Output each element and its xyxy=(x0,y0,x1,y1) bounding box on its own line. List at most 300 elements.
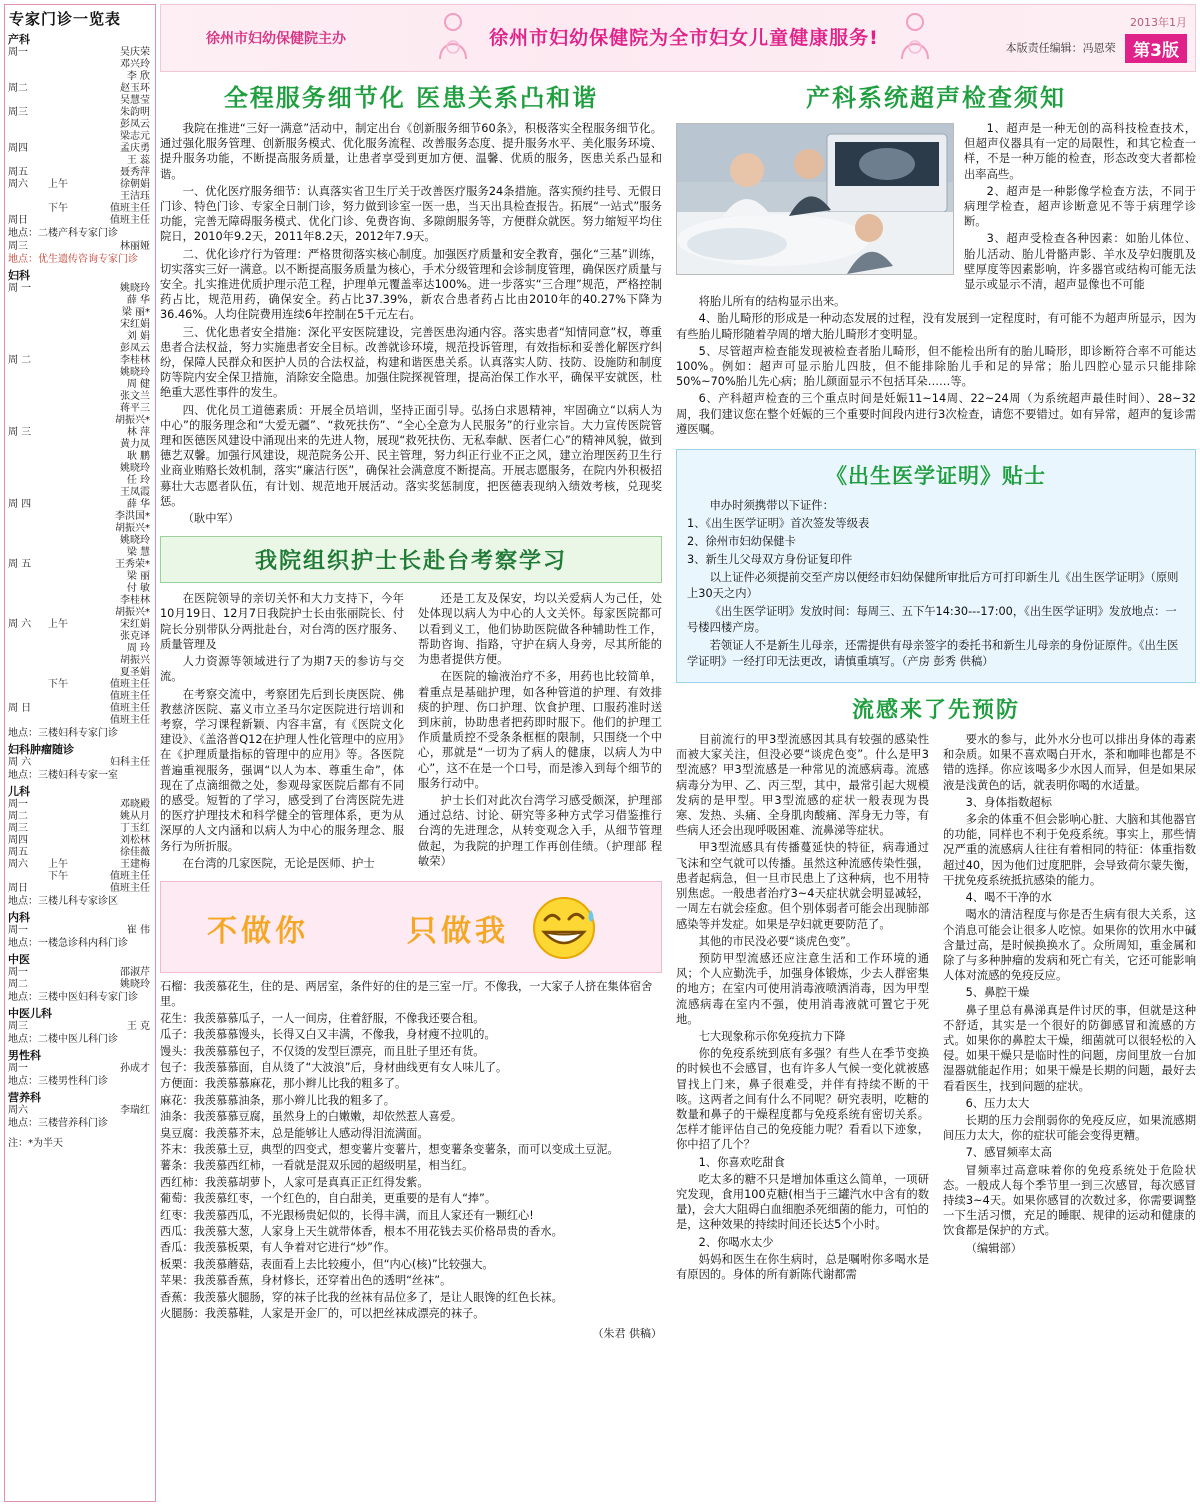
schedule-doctors xyxy=(74,979,152,991)
article2-col2 xyxy=(418,591,662,873)
schedule-day: 周六 xyxy=(8,1105,28,1116)
schedule-half-day: 下午 xyxy=(48,679,68,690)
sidebar-title: 专家门诊一览表 xyxy=(9,10,122,28)
schedule-row xyxy=(8,979,152,991)
issue-date: 2013年1月 xyxy=(1130,15,1187,29)
schedule-location: 地点：三楼妇科专家一室 xyxy=(8,770,118,781)
masthead-publisher: 徐州市妇幼保健院主办 xyxy=(206,31,346,47)
doctor-name: 姚晓玲 xyxy=(120,367,150,378)
article1-body xyxy=(160,121,662,526)
paragraph: （耿中军） xyxy=(182,512,240,526)
schedule-location: 地点：三楼男性科门诊 xyxy=(8,1076,108,1087)
doctor-name: 崔 伟 xyxy=(126,925,150,936)
paragraph: 6、产科超声检查的三个重点时间是妊娠11~14周、22~24周（为系统超声最佳时间）、28~32周，我们建议您在整个妊娠的三个重要时间段内进行3次检查，请您不要错过。如有异常，超声的复诊需遵医嘱。 xyxy=(676,392,1196,436)
schedule-half-day xyxy=(48,823,74,835)
doctor-name: 徐佳薇 xyxy=(120,847,150,858)
doctor-name: 孟庆勇 xyxy=(120,143,150,154)
schedule-row xyxy=(8,559,152,619)
doctor-name: 胡振兴 xyxy=(120,655,150,666)
ad-line: 板栗：我羡慕蘑菇，表面看上去比较瘦小，但“内心(核)”比较强大。 xyxy=(160,1257,494,1271)
paragraph: 1、超声是一种无创的高科技检查技术，但超声仪器具有一定的局限性，和其它检查一样，不是一种万能的检查，形态改变大者都检出率高些。 xyxy=(964,122,1196,181)
schedule-half-day xyxy=(48,427,74,499)
sidebar-clinic-schedule xyxy=(4,4,156,1502)
schedule-half-day xyxy=(48,241,74,253)
schedule-day: 周 六 xyxy=(8,619,32,630)
tip-line: 3、新生儿父母双方身份证复印件 xyxy=(687,553,853,567)
doctor-name: 周 玲 xyxy=(126,643,150,654)
doctor-name: 周 健 xyxy=(126,379,150,390)
tip-line: 1、《出生医学证明》首次签发等级表 xyxy=(687,517,870,531)
ad-line: 苹果：我羡慕香蕉，身材修长，还穿着出色的透明“丝袜”。 xyxy=(160,1274,452,1288)
schedule-day: 周一 xyxy=(8,799,28,810)
schedule-half-day: 上午 xyxy=(48,859,68,870)
doctor-name: 孙成才 xyxy=(120,1063,150,1074)
schedule-row xyxy=(8,83,152,107)
schedule-doctors xyxy=(74,107,152,143)
schedule-row xyxy=(8,283,152,355)
schedule-half-day xyxy=(48,811,74,823)
doctor-name: 胡振兴* xyxy=(115,607,150,618)
doctor-name: 夏圣娟 xyxy=(120,667,150,678)
sidebar-dept-title: 妇科肿瘤随诊 xyxy=(8,743,74,756)
paragraph: 长期的压力会削弱你的免疫反应，如果流感期间压力太大，你的症状可能会变得更糟。 xyxy=(943,1113,1196,1143)
paragraph: 4、胎儿畸形的形成是一种动态发展的过程，没有发展到一定程度时，有可能不为超声所显示，因为有些胎儿畸形随着孕周的增大胎儿畸形才变明显。 xyxy=(676,312,1196,341)
doctor-name: 值班主任 xyxy=(110,703,150,714)
editor-label: 本版责任编辑：冯恩荣 xyxy=(1005,41,1116,54)
schedule-location: 地点：二楼产科专家门诊 xyxy=(8,228,118,239)
schedule-doctors xyxy=(74,203,152,215)
ad-line: 香瓜：我羡慕板栗，有人争着对它进行“炒”作。 xyxy=(160,1241,396,1255)
doctor-name: 刘 娟 xyxy=(126,331,150,342)
schedule-half-day xyxy=(48,925,74,937)
schedule-day xyxy=(8,679,48,703)
paragraph: 在考察交流中，考察团先后到长庚医院、佛教慈济医院、嘉义市立圣马尔定医院进行培训和考察，学习课程新颖、内容丰富，有《医院文化建设》、《盖洛普Q12在护理人性化管理中的应用》在《护理质量指标的管理中的应用》等。各医院普遍重视服务，强调“以人为本、尊重生命”，体现在了点滴细微之处，参观母家医院后都有不同的感受。短暂的了学习，感受到了台湾医院先进的医疗护理技术和科学健全的管理体系，更为从深厚的人文内涵和以病人为中心的服务理念、服务行为所折服。 xyxy=(160,687,404,853)
left-column xyxy=(160,76,662,1341)
schedule-row xyxy=(8,1105,152,1117)
schedule-day: 周四 xyxy=(8,143,28,154)
ad-line: 芥末：我羡慕土豆，典型的四变式，想变薯片变薯片，想变薯条变薯条，而可以变成土豆泥。 xyxy=(160,1143,619,1156)
schedule-row xyxy=(8,1063,152,1075)
schedule-doctors xyxy=(74,703,152,727)
schedule-half-day xyxy=(48,703,74,727)
doctor-name: 姚晓玲 xyxy=(120,979,150,990)
schedule-day: 周日 xyxy=(8,883,28,894)
schedule-doctors xyxy=(74,559,152,619)
editor-line xyxy=(977,34,1187,63)
doctor-name: 姚晓玲 xyxy=(120,463,150,474)
doctor-name: 王 蕊 xyxy=(126,155,150,166)
sidebar-dept-title: 中医 xyxy=(8,953,30,966)
schedule-row xyxy=(8,241,152,253)
ad-line: 葡萄：我羡慕红枣，一个红色的，自白甜美，更重要的是有人“捧”。 xyxy=(160,1192,497,1206)
paragraph: 护士长们对此次台湾学习感受颇深，护理部通过总结、讨论、研究等多种方式学习借鉴推行台湾的先进理念，从转变观念入手，从细节管理做起，为我院的护理工作再创佳绩。（护理部 程敏荣） xyxy=(418,793,662,868)
ad-line: 红枣：我羡慕西瓜，不光跟杨贵妃似的，长得丰满，而且人家还有一颗红心! xyxy=(160,1208,534,1222)
ad-signature: （朱君 供稿） xyxy=(592,1327,662,1341)
schedule-row xyxy=(8,859,152,871)
ad-line: 石榴：我羡慕花生，住的是、两居室，条件好的住的是三室一厅。不像我，一大家子人挤在集体宿舍里。 xyxy=(160,979,653,1009)
article4-body xyxy=(676,732,1196,1284)
paragraph: 四、优化员工道德素质：开展全员培训，坚持正面引导。弘扬白求恩精神，牢固确立“以病人为中心”的服务理念和“大爱无疆”、“救死扶伤”、“全心全意为人民服务”的行业宗旨。大力宣传医院管理和医德医风建设中涌现出来的先进人物，展现“救死扶伤、无私奉献、医者仁心”的精神风貌，做到德艺双馨。加强行风建设，规范院务公开、民主管理，努力纠正行业不正之风，建立治理医药卫生行业商业贿赂长效机制，落实“廉洁行医”，确保社会满意度不断提高。开展志愿服务，在院内外积极招募壮大志愿者队伍，有计划、规范地开展活动。落实奖惩制度，把医德表现纳入绩效考核，兑现奖惩。 xyxy=(160,403,662,508)
schedule-half-day xyxy=(48,167,74,179)
paragraph: 七大现象称示你免疫抗力下降 xyxy=(698,1029,846,1043)
schedule-doctors xyxy=(74,925,152,937)
schedule-doctors xyxy=(74,143,152,167)
doctor-name: 彭凤云 xyxy=(120,343,150,354)
schedule-half-day: 下午 xyxy=(48,203,68,214)
schedule-row xyxy=(8,179,152,203)
doctor-name: 姚晓玲 xyxy=(120,283,150,294)
paragraph: 二、优化诊疗行为管理：严格贯彻落实核心制度。加强医疗质量和安全教育，强化“三基”训练，切实落实三好一满意。以不断提高服务质量为核心，手术分级管理和会诊制度管理，确保医疗质量与安全。扎实推进优质护理示范工程，护理单元覆盖率达100%。进一步落实“三合理”规范，严格控制药占比，规范用药，确保安全。药占比37.39%，新农合患者药占比由2010年的40.27%下降为36.46%。人均住院费用连续6年控制在5千元左右。 xyxy=(160,247,662,322)
schedule-half-day xyxy=(48,967,74,979)
doctor-name: 李 欣 xyxy=(126,71,150,82)
tip-line: 若领证人不是新生儿母亲，还需提供有母亲签字的委托书和新生儿母亲的身份证原件。《出生医学证明》一经打印无法更改，请慎重填写。（产房 彭秀 供稿） xyxy=(687,639,1179,669)
doctor-name: 宋红娟 xyxy=(120,619,150,630)
schedule-half-day: 上午 xyxy=(48,179,68,190)
schedule-doctors xyxy=(74,883,152,895)
schedule-day: 周二 xyxy=(8,811,28,822)
schedule-row xyxy=(8,871,152,883)
doctor-name: 胡振兴* xyxy=(115,415,150,426)
doctor-name: 值班主任 xyxy=(110,883,150,894)
schedule-doctors xyxy=(74,1063,152,1075)
doctor-name: 刘松林 xyxy=(120,835,150,846)
schedule-day: 周二 xyxy=(8,979,28,990)
paragraph: 还是工友及保安，均以关爱病人为己任，处处体现以病人为中心的人文关怀。每家医院都可以看到义工，他们协助医院做各种辅助性工作，帮助咨询、指路，守护在病人身旁，尽其所能的为患者提供方便。 xyxy=(418,592,662,667)
schedule-day: 周五 xyxy=(8,167,28,178)
doctor-name: 林 萍 xyxy=(126,427,150,438)
doctor-name: 妇科主任 xyxy=(110,757,150,768)
doctor-name: 梁 丽* xyxy=(121,307,150,318)
grin-emoji-icon xyxy=(527,890,601,964)
schedule-day: 周六 xyxy=(8,859,28,870)
ad-lines xyxy=(160,979,662,1322)
schedule-day xyxy=(8,871,48,883)
paragraph: 在台湾的几家医院，无论是医师、护士 xyxy=(182,856,375,870)
ad-line: 油条：我羡慕慕豆腐，虽然身上的白嫩嫩，却依然惹人喜爱。 xyxy=(160,1110,463,1124)
ad-line: 馒头：我羡慕慕包子，不仅烫的发型巨漂亮，而且肚子里还有货。 xyxy=(160,1044,485,1058)
paragraph: 吃太多的糖不只是增加体重这么简单，一项研究发现，食用100克糖(相当于三罐汽水中含有的数量)，会大大阻碍白血细胞杀死细菌的能力，可怕的是，这种效果的持续时间还长达5个小时。 xyxy=(676,1172,929,1232)
sidebar-dept-title: 妇科 xyxy=(8,269,30,282)
doctor-name: 姚从月 xyxy=(120,811,150,822)
schedule-row xyxy=(8,703,152,727)
schedule-doctors xyxy=(74,619,152,679)
schedule-row xyxy=(8,925,152,937)
schedule-doctors xyxy=(74,241,152,253)
doctor-name: 王洁珏 xyxy=(120,191,150,202)
sidebar-dept-title: 内科 xyxy=(8,911,30,924)
schedule-row xyxy=(8,883,152,895)
schedule-doctors xyxy=(74,679,152,703)
schedule-day: 周 五 xyxy=(8,559,32,570)
article4-col1 xyxy=(676,732,929,1284)
schedule-doctors xyxy=(74,799,152,811)
ad-line: 火腿肠：我羡慕鞋，人家是开金厂的，可以把丝袜成漂亮的袜子。 xyxy=(160,1307,485,1321)
schedule-row xyxy=(8,757,152,769)
paragraph: 人力资源等领域进行了为期7天的参访与交流。 xyxy=(160,655,404,684)
paragraph: 预防甲型流感还应注意生活和工作环境的通风；个人应勤洗手，加强身体锻炼，少去人群密集的地方；在室内可使用消毒液喷洒消毒，因为甲型流感病毒在室内不强，使用消毒液就可置它于死地。 xyxy=(676,951,929,1026)
paragraph: 多余的体重不但会影响心脏、大脑和其他器官的功能，同样也不利于免疫系统。事实上，那些情况严重的流感病人往往有着相同的特征：体重指数超过40，因为他们过度肥胖，会导致荷尔蒙失衡，干扰免疫系统抵抗感染的能力。 xyxy=(943,813,1196,887)
schedule-row xyxy=(8,47,152,83)
article2-body xyxy=(160,591,662,873)
schedule-doctors xyxy=(74,47,152,83)
schedule-half-day xyxy=(48,757,74,769)
doctor-name: 姚晓玲 xyxy=(120,535,150,546)
sidebar-note: 注：*为半天 xyxy=(8,1138,63,1149)
tip-line: 申办时须携带以下证件： xyxy=(709,499,834,513)
schedule-half-day xyxy=(48,799,74,811)
schedule-half-day xyxy=(48,847,74,859)
article1-title: 全程服务细节化 医患关系凸和谐 xyxy=(223,83,599,112)
paragraph: 其他的市民没必要“谈虎色变”。 xyxy=(698,934,858,948)
paragraph: 7、感冒频率太高 xyxy=(965,1146,1052,1160)
doctor-name: 胡振兴* xyxy=(115,523,150,534)
schedule-day: 周三 xyxy=(8,1021,28,1032)
tip-line: 《出生医学证明》发放时间：每周三、五下午14:30---17:00，《出生医学证明》发放地点：一号楼四楼产房。 xyxy=(687,605,1177,635)
paragraph: 你的免疫系统到底有多强？有些人在季节变换的时候也不会感冒，也有许多人气候一变化就被感冒找上门来，鼻子很难受，并伴有持续不断的干咳。这两者之间有什么不同呢？研究表明，吃糖的数量和鼻子的干燥程度都与免疫系统有密切关系。怎样才能评估自己的免疫能力呢？看看以下迹象，你中招了几个？ xyxy=(676,1047,929,1152)
doctor-name: 王秀荣* xyxy=(115,559,150,570)
tip-line: 2、徐州市妇幼保健卡 xyxy=(687,535,796,549)
schedule-row xyxy=(8,167,152,179)
tipbox-title: 《出生医学证明》贴士 xyxy=(826,463,1046,489)
schedule-day: 周一 xyxy=(8,967,28,978)
sidebar-sections xyxy=(8,31,152,1130)
doctor-name: 邵淑芹 xyxy=(120,967,150,978)
schedule-doctors xyxy=(74,823,152,835)
doctor-name: 吴慧莹 xyxy=(120,95,150,106)
doctor-name: 朱韵明 xyxy=(120,107,150,118)
doctor-name: 梁 慧 xyxy=(126,547,150,558)
schedule-doctors xyxy=(74,427,152,499)
schedule-day: 周 六 xyxy=(8,757,32,768)
schedule-doctors xyxy=(74,859,152,871)
main-content xyxy=(160,76,1196,1502)
article2-col1 xyxy=(160,591,404,873)
doctor-name: 黄力凤 xyxy=(120,439,150,450)
paragraph: 在医院领导的亲切关怀和大力支持下，今年10月19日、12月7日我院护士长由张丽院长、付院长分别带队分两批赴台，对台湾的医疗服务、质量管理及 xyxy=(160,592,404,651)
ultrasound-photo xyxy=(676,123,954,275)
masthead-slogan-wrap xyxy=(391,11,977,66)
paragraph: 2、你喝水太少 xyxy=(698,1235,774,1249)
paragraph: 目前流行的甲3型流感因其具有较强的感染性而被大家关注，但没必要“谈虎色变”。什么是甲3型流感？甲3型流感是一种常见的流感病毒。流感病毒分为甲、乙、丙三型，其中，最常引起大规模发病的是甲型。甲3型流感的症状一般表现为畏寒、发热、头痛、全身肌肉酸痛、浑身无力等，有些病人还会出现呼吸困难、流鼻涕等症状。 xyxy=(676,733,929,838)
article4-col2 xyxy=(943,732,1196,1284)
schedule-day: 周三 xyxy=(8,823,28,834)
paragraph: （编辑部） xyxy=(965,1241,1023,1255)
doctor-name: 吴庆荣 xyxy=(120,47,150,58)
ad-text-left: 不做你 xyxy=(207,913,309,949)
schedule-doctors xyxy=(74,835,152,847)
schedule-half-day: 上午 xyxy=(48,619,68,630)
paragraph: 2、超声是一种影像学检查方法，不同于病理学检查，超声诊断意见不等于病理学诊断。 xyxy=(964,184,1196,229)
schedule-day: 周二 xyxy=(8,83,28,94)
doctor-name: 徐朝娟 xyxy=(120,179,150,190)
paragraph: 3、身体指数超标 xyxy=(965,795,1052,809)
doctor-name: 李桂林 xyxy=(120,355,150,366)
schedule-doctors xyxy=(74,847,152,859)
schedule-day: 周一 xyxy=(8,925,28,936)
schedule-row xyxy=(8,679,152,703)
doctor-name: 丁玉红 xyxy=(120,823,150,834)
schedule-location: 地点：三楼营养科门诊 xyxy=(8,1118,108,1129)
doctor-name: 任 玲 xyxy=(126,475,150,486)
schedule-day: 周 二 xyxy=(8,355,32,366)
doctor-name: 值班主任 xyxy=(110,203,150,214)
schedule-row xyxy=(8,823,152,835)
schedule-half-day xyxy=(48,107,74,143)
doctor-name: 李桂林 xyxy=(120,595,150,606)
schedule-day: 周一 xyxy=(8,47,28,58)
schedule-half-day xyxy=(48,559,74,619)
paragraph: 3、超声受检查各种因素：如胎儿体位、胎儿活动、胎儿骨骼声影、羊水及孕妇腹肌及壁厚度等因素影响，许多器官或结构可能无法显示或显示不清，超声显像也不可能 xyxy=(964,232,1196,292)
ad-line: 臭豆腐：我羡慕芥末，总是能够让人感动得泪流满面。 xyxy=(160,1126,429,1140)
schedule-doctors xyxy=(74,179,152,203)
schedule-half-day xyxy=(48,835,74,847)
doctor-name: 值班主任 xyxy=(110,679,150,690)
birth-certificate-tip-box xyxy=(676,449,1196,683)
doctor-name: 李洪国* xyxy=(115,511,150,522)
paragraph: 将胎儿所有的结构显示出来。 xyxy=(698,295,846,309)
schedule-row xyxy=(8,1021,152,1033)
mother-baby-icon xyxy=(432,11,474,66)
schedule-day: 周 一 xyxy=(8,283,32,294)
schedule-location: 地点：三楼妇科专家门诊 xyxy=(8,728,118,739)
paragraph: 妈妈和医生在你生病时，总是嘱咐你多喝水是有原因的。身体的所有新陈代谢都需 xyxy=(676,1252,929,1281)
schedule-row xyxy=(8,215,152,227)
doctor-name: 赵玉环 xyxy=(120,83,150,94)
schedule-row xyxy=(8,107,152,143)
doctor-name: 张文兰 xyxy=(120,391,150,402)
sidebar-dept-title: 儿科 xyxy=(8,785,30,798)
doctor-name: 王建梅 xyxy=(120,859,150,870)
ad-line: 包子：我羡慕慕面，自从烫了“大波浪”后，身材曲线更有女人味儿了。 xyxy=(160,1060,508,1074)
schedule-half-day xyxy=(48,215,74,227)
schedule-location: 地点：三楼儿科专家诊区 xyxy=(8,896,118,907)
tipbox-lines xyxy=(687,498,1185,670)
schedule-half-day xyxy=(48,1105,74,1117)
schedule-location: 地点：优生遗传咨询专家门诊 xyxy=(8,254,138,265)
schedule-row xyxy=(8,427,152,499)
sidebar-dept-title: 产科 xyxy=(8,33,30,46)
schedule-row xyxy=(8,967,152,979)
ad-line: 方便面：我羡慕慕麻花，那小辫儿比我的粗多了。 xyxy=(160,1077,407,1091)
masthead xyxy=(160,4,1196,72)
schedule-half-day xyxy=(48,1021,74,1033)
paragraph: 1、你喜欢吃甜食 xyxy=(698,1155,785,1169)
ad-line: 瓜子：我羡慕慕馒头，长得又白又丰满，不像我，身材瘦不拉叽的。 xyxy=(160,1028,496,1042)
schedule-day xyxy=(8,203,48,215)
article4-title: 流感来了先预防 xyxy=(851,697,1020,724)
doctor-name: 值班主任 xyxy=(110,715,150,726)
sidebar-dept-title: 营养科 xyxy=(8,1091,41,1104)
doctor-name: 彭凤云 xyxy=(120,119,150,130)
schedule-day: 周一 xyxy=(8,1063,28,1074)
article3-below-text xyxy=(676,294,1196,437)
schedule-day: 周五 xyxy=(8,847,28,858)
schedule-location: 地点：三楼中医妇科专家门诊 xyxy=(8,992,138,1003)
schedule-half-day xyxy=(48,355,74,427)
doctor-name: 聂秀萍 xyxy=(120,167,150,178)
right-column xyxy=(676,76,1196,1284)
article2-banner xyxy=(160,536,662,583)
mother-baby-icon-2 xyxy=(894,11,936,66)
sidebar-dept-title: 男性科 xyxy=(8,1049,41,1062)
doctor-name: 耿 鹏 xyxy=(126,451,150,462)
schedule-location: 地点：一楼急诊科内科门诊 xyxy=(8,938,128,949)
article3-title: 产科系统超声检查须知 xyxy=(806,83,1066,112)
schedule-doctors xyxy=(74,167,152,179)
schedule-doctors xyxy=(74,83,152,107)
paragraph: 5、鼻腔干燥 xyxy=(965,986,1030,1000)
paragraph: 甲3型流感具有传播蔓延快的特征，病毒通过飞沫和空气就可以传播。虽然这种流感传染性强，患者起病急，但一旦市民患上了这种病，也不用特别焦虑。一般患者治疗3~4天症状就会明显减轻，一周左右就会痊愈。但个别体弱者可能会出现肺部感染等并发症。如果是孕妇就更要防范了。 xyxy=(676,841,929,931)
ad-line: 西红柿：我羡慕胡萝卜，人家可是真真正正红得发紫。 xyxy=(160,1175,429,1189)
schedule-day: 周 三 xyxy=(8,427,32,438)
doctor-name: 宋红娟 xyxy=(120,319,150,330)
doctor-name: 邓晓殿 xyxy=(120,799,150,810)
paragraph: 鼻子里总有鼻涕真是件讨厌的事，但就是这种不舒适，其实是一个很好的防御感冒和流感的方式。如果你的鼻腔太干燥，细菌就可以很轻松的入侵。如果干燥只是临时性的问题，房间里放一台加湿器就能起作用；如果干燥是长期的问题，最好去看看医生，找到问题的症状。 xyxy=(943,1003,1196,1093)
schedule-doctors xyxy=(74,871,152,883)
doctor-name: 值班主任 xyxy=(110,691,150,702)
schedule-doctors xyxy=(74,967,152,979)
ad-line: 花生：我羡慕慕瓜子，一人一间房，住着舒服，不像我还要合租。 xyxy=(160,1011,485,1025)
paragraph: 一、优化医疗服务细节：认真落实省卫生厅关于改善医疗服务24条措施。落实预约挂号、无假日门诊、特色门诊、专家全日制门诊，努力做到诊室一医一患，当天出具检查报告。拓展“一站式”服务功能，完善无障碍服务模式、优化门诊、免费咨询、多隙朗服务等，方便群众就医。努力缩短平均住院日，2010年9.2天，2011年8.2天，2012年7.9天。 xyxy=(160,184,662,244)
schedule-row xyxy=(8,499,152,559)
doctor-name: 王 克 xyxy=(126,1021,150,1032)
page-badge: 第3版 xyxy=(1125,34,1187,63)
paragraph: 要水的参与，此外水分也可以排出身体的毒素和杂质。如果不喜欢喝白开水，茶和咖啡也都是不错的选择。你应该喝多少水因人而异，但是如果尿液是浅黄色的话，就表明你喝的水适量。 xyxy=(943,733,1196,792)
paragraph: 5、尽管超声检查能发现被检查者胎儿畸形，但不能检出所有的胎儿畸形，即诊断符合率不可能达100%。例如：超声可显示胎儿四肢，但不能排除胎儿手和足的异常；胎儿四腔心显示只能排除50%~70%胎儿先心病；胎儿颜面显示不包括耳朵……等。 xyxy=(676,344,1196,389)
article2-title: 我院组织护士长赴台考察学习 xyxy=(254,548,567,575)
doctor-name: 值班主任 xyxy=(110,871,150,882)
schedule-row xyxy=(8,143,152,167)
schedule-row xyxy=(8,835,152,847)
doctor-name: 薛 华 xyxy=(126,295,150,306)
sidebar-dept-title: 中医儿科 xyxy=(8,1007,52,1020)
schedule-half-day xyxy=(48,1063,74,1075)
ad-banner xyxy=(160,881,662,973)
schedule-doctors xyxy=(74,1021,152,1033)
schedule-doctors xyxy=(74,499,152,559)
doctor-name: 蒋平三 xyxy=(120,403,150,414)
schedule-half-day xyxy=(48,47,74,83)
schedule-doctors xyxy=(74,355,152,427)
schedule-row xyxy=(8,355,152,427)
schedule-day: 周四 xyxy=(8,835,28,846)
tip-line: 以上证件必须提前交至产房以便经市妇幼保健所审批后方可打印新生儿《出生医学证明》（原则上30天之内） xyxy=(687,571,1179,601)
schedule-location: 地点：二楼中医儿科门诊 xyxy=(8,1034,118,1045)
paragraph: 喝水的清洁程度与你是否生病有很大关系，这个消息可能会让很多人吃惊。如果你的饮用水中碱含量过高，是时候换换水了。众所周知，重金属和除了与多种肿瘤的发病和死亡有关，它还可能影响人体对流感的免疫反应。 xyxy=(943,908,1196,983)
schedule-half-day: 下午 xyxy=(48,871,68,882)
schedule-half-day xyxy=(48,979,74,991)
doctor-name: 付 敏 xyxy=(126,583,150,594)
paragraph: 在医院的输液治疗不多，用药也比较简单，着重点是基础护理，如各种管道的护理、有效排痰的护理、伤口护理、饮食护理、口服药准时送到床前，协助患者把药即时服下。他们的护理工作质量质控不受条条框框的限制，只围绕一个中心，那就是“一切为了病人的健康，以病人为中心”，这不在是一个口号，而是渗入到每个细节的服务行动中。 xyxy=(418,670,662,790)
schedule-doctors xyxy=(74,1105,152,1117)
schedule-day: 周三 xyxy=(8,241,28,252)
masthead-meta xyxy=(977,14,1195,63)
schedule-row xyxy=(8,203,152,215)
schedule-row xyxy=(8,847,152,859)
schedule-half-day xyxy=(48,883,74,895)
schedule-day: 周 日 xyxy=(8,703,32,714)
schedule-day: 周 四 xyxy=(8,499,32,510)
doctor-name: 王凤霞 xyxy=(120,487,150,498)
ad-text-right: 只做我 xyxy=(407,913,509,949)
schedule-half-day xyxy=(48,83,74,107)
schedule-doctors xyxy=(74,283,152,355)
schedule-row xyxy=(8,799,152,811)
schedule-half-day xyxy=(48,283,74,355)
ad-line: 西瓜：我羡慕大葱，人家身上天生就带体香，根本不用花钱去买价格昂贵的香水。 xyxy=(160,1225,563,1239)
doctor-name: 林丽娅 xyxy=(120,241,150,252)
doctor-name: 邓兴玲 xyxy=(120,59,150,70)
